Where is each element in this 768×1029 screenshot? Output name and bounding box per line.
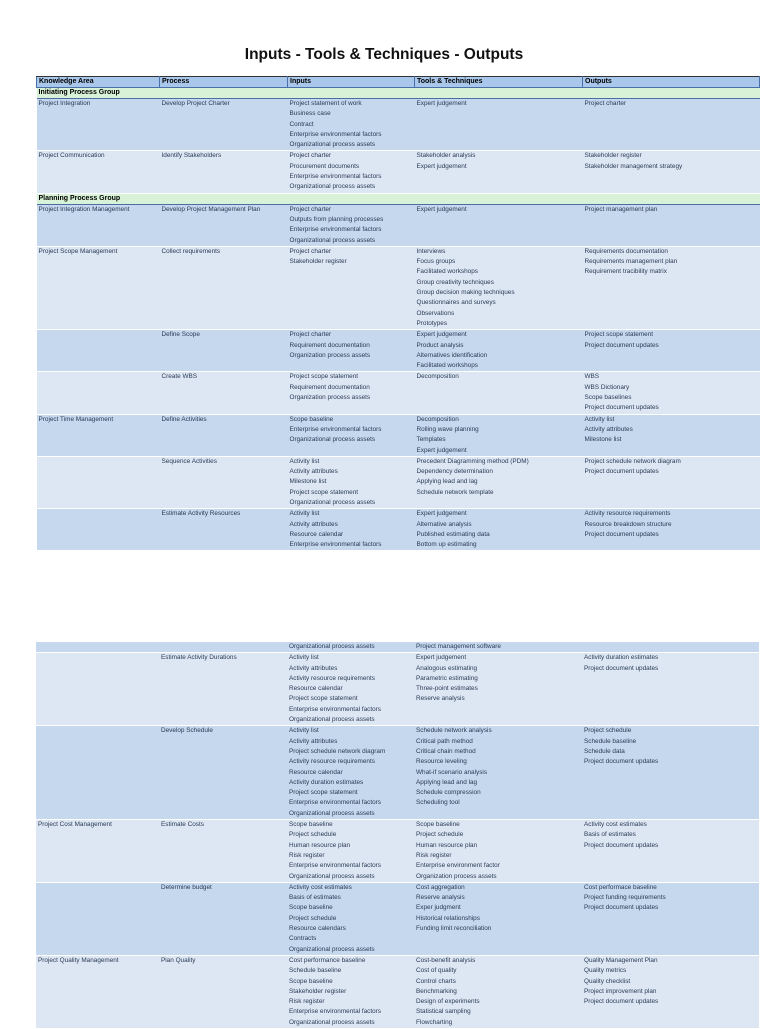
list-item: Cost performance baseline xyxy=(289,956,366,964)
list-item: Enterprise environmental factors xyxy=(289,862,381,870)
process-cell: Sequence Activities xyxy=(160,456,288,508)
list-item: Schedule network template xyxy=(416,488,494,496)
list-item: Activity attributes xyxy=(289,664,338,672)
list-item: Facilitated workshops xyxy=(416,362,478,370)
process-cell: Identify Stakeholders xyxy=(160,151,288,193)
list-item: Control charts xyxy=(416,977,456,985)
process-cell: Develop Project Management Plan xyxy=(160,204,288,246)
list-item: Expert judgement xyxy=(416,510,467,518)
list-item: Organizational process assets xyxy=(289,1018,375,1026)
outputs-cell xyxy=(582,955,759,1028)
knowledge-area-cell xyxy=(36,653,159,726)
list-item: Enterprise environmental factors xyxy=(289,425,382,433)
list-item: Stakeholder register xyxy=(584,152,642,160)
table-row xyxy=(36,642,759,653)
list-item: Milestone list xyxy=(584,436,622,444)
list-item: Organization process assets xyxy=(416,872,497,880)
list-item: Project schedule xyxy=(416,831,464,839)
list-item: Requirements management plan xyxy=(584,258,678,266)
inputs-cell xyxy=(287,653,414,726)
list-item: Decomposition xyxy=(416,373,459,381)
list-item: Project schedule network diagram xyxy=(584,457,681,465)
list-item: Risk register xyxy=(289,851,325,859)
list-item: Enterprise environmental factors xyxy=(289,799,381,807)
knowledge-area-cell xyxy=(36,642,159,653)
list-item: Project schedule xyxy=(584,727,632,735)
list-item: Procurement documents xyxy=(289,162,360,170)
list-item: Dependency determination xyxy=(416,468,493,476)
knowledge-area-cell: Project Integration xyxy=(37,99,160,151)
process-cell: Develop Schedule xyxy=(159,726,287,820)
list-item: Project document updates xyxy=(584,841,659,849)
list-item: Activity attributes xyxy=(289,468,338,476)
list-item: Project funding requirements xyxy=(584,894,666,902)
list-item: Interviews xyxy=(416,247,446,255)
list-item: Activity attributes xyxy=(289,520,338,528)
list-item: Resource calendar xyxy=(289,768,343,776)
list-item: Activity list xyxy=(289,457,320,465)
process-cell: Determine budget xyxy=(159,882,287,955)
list-item: Statistical sampling xyxy=(416,1008,471,1016)
list-item: Contract xyxy=(289,120,314,128)
process-cell: Estimate Costs xyxy=(159,820,287,883)
list-item: Historical relationships xyxy=(416,914,480,922)
list-item: Project charter xyxy=(289,205,332,213)
itto-table-page-2 xyxy=(36,642,759,1029)
list-item: Scope baseline xyxy=(416,821,460,829)
list-item: Facilitated workshops xyxy=(416,268,478,276)
list-item: Project charter xyxy=(584,100,627,107)
list-item: Resource calendar xyxy=(289,685,343,693)
list-item: Flowcharting xyxy=(416,1018,453,1026)
list-item: Resource calendar xyxy=(289,530,344,538)
tools-cell xyxy=(414,882,582,955)
list-item: Schedule data xyxy=(584,747,625,755)
list-item: Schedule baseline xyxy=(289,967,342,975)
list-item: Activity attributes xyxy=(289,737,338,745)
list-item: Group decision making techniques xyxy=(416,289,515,297)
tools-cell xyxy=(414,955,582,1028)
list-item: Human resource plan xyxy=(416,841,478,849)
process-cell: Define Activities xyxy=(160,414,288,456)
list-item: Critical chain method xyxy=(416,747,476,755)
list-item: Stakeholder register xyxy=(289,258,347,266)
list-item: Stakeholder register xyxy=(289,987,347,995)
process-cell: Plan Quality xyxy=(159,955,287,1028)
list-item: Project scope statement xyxy=(289,789,358,797)
list-item: WBS xyxy=(584,373,600,381)
list-item: Project charter xyxy=(289,247,332,255)
list-item: Enterprise environmental factors xyxy=(289,705,381,713)
list-item: Scope baseline xyxy=(289,415,334,423)
outputs-cell xyxy=(582,820,759,883)
list-item: Basis of estimates xyxy=(289,894,341,902)
list-item: Design of experiments xyxy=(416,998,480,1006)
list-item: Analogous estimating xyxy=(416,664,478,672)
knowledge-area-cell xyxy=(36,882,159,955)
inputs-cell xyxy=(287,955,414,1028)
list-item: Reserve analysis xyxy=(416,894,465,902)
list-item: Project scope statement xyxy=(289,695,358,703)
list-item: Reserve analysis xyxy=(416,695,465,703)
list-item: Expert judgement xyxy=(416,446,467,454)
list-item: Activity cost estimates xyxy=(289,883,352,891)
list-item: Alternatives identification xyxy=(416,351,488,359)
list-item: Organization process assets xyxy=(289,394,371,402)
list-item: Requirement tracibility matrix xyxy=(584,268,667,276)
list-item: Prototypes xyxy=(416,319,448,327)
inputs-cell xyxy=(287,642,414,653)
list-item: Project charter xyxy=(289,152,332,160)
list-item: Quality Management Plan xyxy=(584,956,658,964)
process-cell: Develop Project Charter xyxy=(160,99,288,151)
list-item: Critical path method xyxy=(416,737,473,745)
list-item: Schedule baseline xyxy=(584,737,637,745)
list-item: Three-point estimates xyxy=(416,685,478,693)
list-item: Enterprise environmental factors xyxy=(289,226,382,234)
list-item: Alternative analysis xyxy=(416,520,472,528)
list-item: Project document updates xyxy=(584,998,659,1006)
list-item: Activity list xyxy=(289,727,319,735)
list-item: Precedent Diagramming method (PDM) xyxy=(416,457,529,465)
outputs-cell xyxy=(582,642,759,653)
header-outputs: Outputs xyxy=(583,77,760,88)
header-inputs: Inputs xyxy=(288,77,415,88)
list-item: Requirements documentation xyxy=(584,247,668,255)
process-group-label: Initiating Process Group xyxy=(37,88,760,99)
list-item: Activity cost estimates xyxy=(584,821,647,829)
list-item: Organizational process assets xyxy=(289,809,375,817)
tools-cell xyxy=(414,642,582,653)
list-item: Bottom up estimating xyxy=(416,541,477,549)
knowledge-area-cell: Project Cost Management xyxy=(36,820,159,883)
list-item: Project schedule xyxy=(289,914,337,922)
knowledge-area-cell: Project Scope Management xyxy=(37,246,160,329)
list-item: Expert judgement xyxy=(416,654,467,662)
list-item: Enterprise environmental factors xyxy=(289,130,382,138)
tools-cell xyxy=(414,726,582,820)
list-item: Scope baselines xyxy=(584,394,632,402)
list-item: Decomposition xyxy=(416,415,459,423)
list-item: Expert judgement xyxy=(416,205,467,213)
table-row xyxy=(36,882,759,955)
list-item: Basis of estimates xyxy=(584,831,636,839)
list-item: Enterprise environment factor xyxy=(416,862,500,870)
process-cell: Create WBS xyxy=(160,372,288,414)
list-item: Scope baseline xyxy=(289,904,333,912)
list-item: Organizational process assets xyxy=(289,643,375,650)
knowledge-area-cell: Project Time Management xyxy=(37,414,160,456)
list-item: Activity list xyxy=(289,654,319,662)
process-cell: Collect requirements xyxy=(160,246,288,329)
list-item: Project statement of work xyxy=(289,100,362,107)
list-item: Exper judgment xyxy=(416,904,461,912)
list-item: Resource leveling xyxy=(416,758,467,766)
list-item: Applying lead and lag xyxy=(416,778,478,786)
process-cell: Estimate Activity Resources xyxy=(160,509,288,551)
tools-cell xyxy=(414,820,582,883)
list-item: Activity resource requirements xyxy=(289,758,375,766)
outputs-cell xyxy=(582,882,759,955)
list-item: Observations xyxy=(416,309,455,317)
list-item: Templates xyxy=(416,436,446,444)
list-item: Enterprise environmental factors xyxy=(289,541,382,549)
list-item: Milestone list xyxy=(289,478,327,486)
knowledge-area-cell: Project Quality Management xyxy=(36,955,159,1028)
list-item: Focus groups xyxy=(416,258,456,266)
list-item: Schedule compression xyxy=(416,789,481,797)
list-item: Project document updates xyxy=(584,404,659,412)
header-process: Process xyxy=(160,77,288,88)
list-item: Organizational process assets xyxy=(289,872,375,880)
process-cell: Estimate Activity Durations xyxy=(159,653,287,726)
list-item: Project document updates xyxy=(584,468,659,476)
knowledge-area-cell xyxy=(36,726,159,820)
list-item: Organizational process assets xyxy=(289,183,376,191)
inputs-cell xyxy=(287,726,414,820)
outputs-cell xyxy=(582,653,759,726)
list-item: Risk register xyxy=(416,851,452,859)
list-item: Project management software xyxy=(416,643,501,650)
list-item: Quality checklist xyxy=(584,977,631,985)
inputs-cell xyxy=(287,882,414,955)
list-item: Group creativity techniques xyxy=(416,278,494,286)
inputs-cell xyxy=(287,820,414,883)
list-item: Product analysis xyxy=(416,341,464,349)
list-item: Risk register xyxy=(289,998,325,1006)
list-item: Activity list xyxy=(289,510,320,518)
process-group-label: Planning Process Group xyxy=(37,193,760,204)
process-cell xyxy=(159,642,287,653)
list-item: Organizational process assets xyxy=(289,141,376,149)
tools-cell xyxy=(414,653,582,726)
list-item: Project scope statement xyxy=(289,373,359,381)
list-item: Enterprise environmental factors xyxy=(289,1008,381,1016)
list-item: Cost aggregation xyxy=(416,883,465,891)
list-item: Business case xyxy=(289,110,331,118)
list-item: Project document updates xyxy=(584,530,659,538)
list-item: Project schedule xyxy=(289,831,337,839)
list-item: Expert judgement xyxy=(416,100,467,107)
list-item: Scope baseline xyxy=(289,977,333,985)
list-item: Project document updates xyxy=(584,758,659,766)
list-item: Project improvement plan xyxy=(584,987,657,995)
list-item: Activity resource requirements xyxy=(584,510,671,518)
header-knowledge-area: Knowledge Area xyxy=(37,77,160,88)
list-item: Applying lead and lag xyxy=(416,478,478,486)
table-row xyxy=(36,726,759,820)
list-item: Requirement documentation xyxy=(289,383,370,391)
list-item: Scheduling tool xyxy=(416,799,460,807)
list-item: Organizational process assets xyxy=(289,236,376,244)
list-item: Funding limit reconciliation xyxy=(416,925,492,933)
list-item: Project document updates xyxy=(584,664,659,672)
list-item: Rolling wave planning xyxy=(416,425,479,433)
list-item: Human resource plan xyxy=(289,841,351,849)
list-item: Outputs from planning processes xyxy=(289,215,384,223)
list-item: Project schedule network diagram xyxy=(289,747,386,755)
list-item: Organizational process assets xyxy=(289,716,375,724)
list-item: Activity list xyxy=(584,415,615,423)
list-item: Stakeholder management strategy xyxy=(584,162,683,170)
list-item: Organizational process assets xyxy=(289,436,376,444)
list-item: Stakeholder analysis xyxy=(416,152,476,160)
table-row xyxy=(36,955,759,1028)
list-item: Cost of quality xyxy=(416,967,457,975)
list-item: Expert judgement xyxy=(416,331,467,339)
list-item: Project management plan xyxy=(584,205,658,213)
list-item: Questionnaires and surveys xyxy=(416,299,496,307)
list-item: Project scope statement xyxy=(289,488,359,496)
knowledge-area-cell: Project Integration Management xyxy=(37,204,160,246)
list-item: Project document updates xyxy=(584,904,659,912)
process-cell: Define Scope xyxy=(160,330,288,372)
list-item: Published estimating data xyxy=(416,530,490,538)
list-item: Activity attributes xyxy=(584,425,633,433)
list-item: Schedule network analysis xyxy=(416,727,492,735)
list-item: Cost performace baseline xyxy=(584,883,657,891)
page-title: Inputs - Tools & Techniques - Outputs xyxy=(244,46,524,63)
table-row xyxy=(36,820,759,883)
list-item: Contracts xyxy=(289,935,317,943)
outputs-cell xyxy=(582,726,759,820)
list-item: Project charter xyxy=(289,331,332,339)
list-item: Activity duration estimates xyxy=(289,778,364,786)
knowledge-area-cell: Project Communication xyxy=(37,151,160,193)
list-item: Activity duration estimates xyxy=(584,654,659,662)
list-item: WBS Dictionary xyxy=(584,383,630,391)
list-item: Requirement documentation xyxy=(289,341,370,349)
list-item: Project scope statement xyxy=(584,331,654,339)
list-item: Organizational process assets xyxy=(289,498,376,506)
header-tools-techniques: Tools & Techniques xyxy=(415,77,583,88)
list-item: Project document updates xyxy=(584,341,659,349)
list-item: Enterprise environmental factors xyxy=(289,173,382,181)
list-item: Activity resource requirements xyxy=(289,674,375,682)
list-item: Organizational process assets xyxy=(289,945,375,953)
list-item: What-if scenario analysis xyxy=(416,768,488,776)
list-item: Parametric estimating xyxy=(416,674,478,682)
list-item: Organization process assets xyxy=(289,351,371,359)
list-item: Benchmarking xyxy=(416,987,457,995)
list-item: Scope baseline xyxy=(289,821,333,829)
list-item: Resource calendars xyxy=(289,925,346,933)
list-item: Resource breakdown structure xyxy=(584,520,672,528)
list-item: Cost-benefit analysis xyxy=(416,956,476,964)
list-item: Quality metrics xyxy=(584,967,627,975)
table-row xyxy=(36,653,759,726)
list-item: Expert judgement xyxy=(416,162,467,170)
